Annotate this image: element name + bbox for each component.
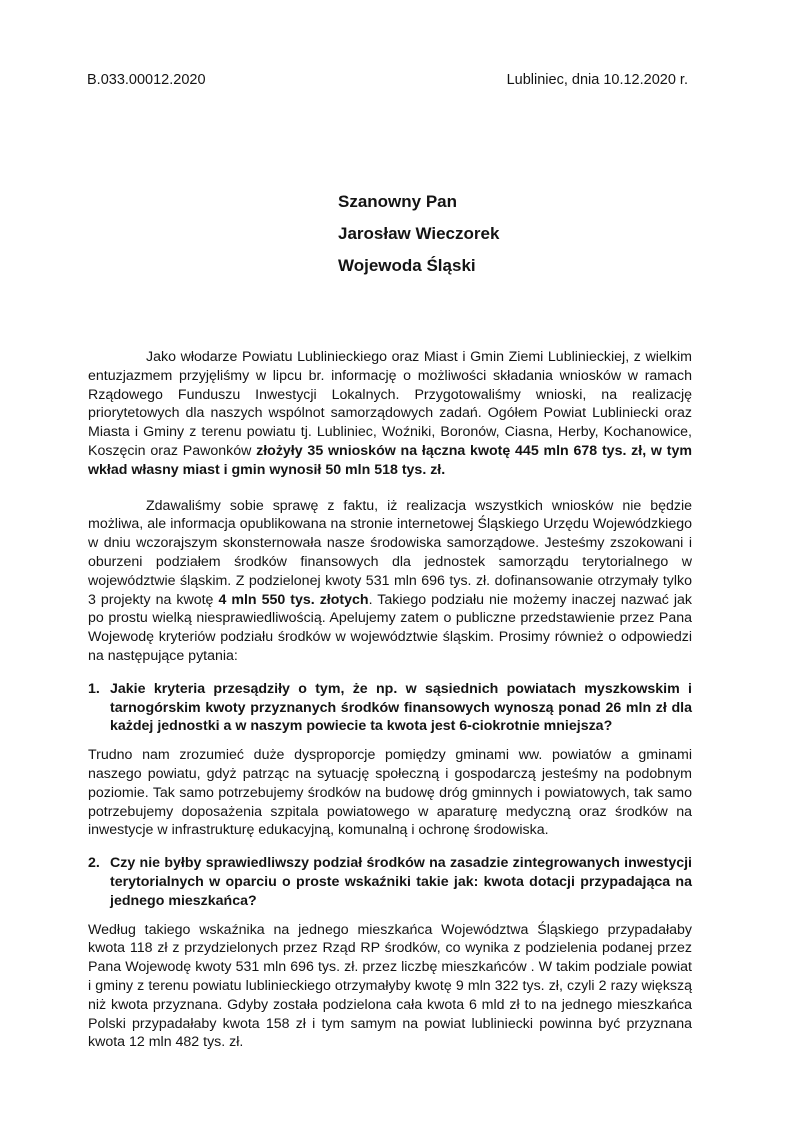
question-2-text: Czy nie byłby sprawiedliwszy podział środków na zasadzie zintegrowanych inwestycji terytorialnych w oparciu o proste wskaźniki takie jak: kwota dotacji przypadająca na jednego mieszkańca?	[110, 855, 692, 909]
addressee-name: Jarosław Wieczorek	[338, 224, 500, 243]
paragraph-1-text: Jako włodarze Powiatu Lublinieckiego oraz Miast i Gmin Ziemi Lublinieckiej, z wielkim entuzjazmem przyjęliśmy w lipcu br. informację o możliwości składania wniosków w ramach Rządowego Funduszu Inwestycji Lokalnych. Przygotowaliśmy wnioski, na realizację priorytetowych dla naszych wspólnot samorządowych zadań. Ogółem Powiat Lubliniecki oraz Miasta i Gminy z terenu powiatu tj. Lubliniec, Woźniki, Boronów, Ciasna, Herby, Kochanowice, Koszęcin oraz Pawonków	[88, 349, 692, 459]
paragraph-2	[88, 497, 692, 666]
paragraph-3: Trudno nam zrozumieć duże dysproporcje pomiędzy gminami ww. powiatów a gminami naszego powiatu, gdyż patrząc na sytuację społeczną i gospodarczą jesteśmy na podobnym poziomie. Tak samo potrzebujemy środków na budowę dróg gminnych i powiatowych, tak samo potrzebujemy doposażenia szpitala powiatowego w aparaturę medyczną oraz środków na inwestycje w infrastrukturę edukacyjną, komunalną i ochronę środowiska.	[88, 747, 692, 839]
question-1-number: 1.	[88, 680, 100, 697]
question-2-number: 2.	[88, 855, 100, 872]
addressee-salutation: Szanowny Pan	[338, 192, 458, 211]
place-and-date: Lubliniec, dnia 10.12.2020 r.	[506, 72, 688, 88]
question-2	[88, 854, 692, 910]
paragraph-4: Według takiego wskaźnika na jednego mieszkańca Województwa Śląskiego przypadałaby kwota 118 zł z przydzielonych przez Rząd RP środków, co wynika z podzielenia podanej przez Pana Wojewodę kwoty 531 mln 696 tys. zł. przez liczbę mieszkańców . W takim podziale powiat i gminy z terenu powiatu lublinieckiego otrzymałyby kwotę 9 mln 322 tys. zł, czyli 2 razy większą niż kwota przyznana. Gdyby została podzielona cała kwota 6 mld zł to na jednego mieszkańca Polski przypadałaby kwota 158 zł i tym samym na powiat lubliniecki powinna być przyznana kwota 12 mln 482 tys. zł.	[88, 921, 692, 1051]
letter-body	[88, 348, 692, 1069]
paragraph-1-bold: złożyły 35 wniosków na łączna kwotę 445 mln 678 tys. zł, w tym wkład własny miast i gmin wynosił 50 mln 518 tys. zł.	[88, 442, 692, 478]
document-reference: B.033.00012.2020	[87, 72, 206, 88]
paragraph-2-text-b: . Takiego podziału nie możemy inaczej nazwać jak po prostu wielką niesprawiedliwością. Apelujemy zatem o publiczne przedstawienie przez Pana Wojewodę kryteriów podziału środków w województwie śląskim. Prosimy również o odpowiedzi na następujące pytania:	[88, 591, 692, 664]
question-1	[88, 680, 692, 736]
addressee-block	[338, 192, 499, 288]
paragraph-1	[88, 348, 692, 480]
question-1-text: Jakie kryteria przesądziły o tym, że np. w sąsiednich powiatach myszkowskim i tarnogórskim kwoty przyznanych środków finansowych wynoszą ponad 26 mln zł dla każdej jednostki a w naszym powiecie ta kwota jest 6-ciokrotnie mniejsza?	[110, 680, 692, 735]
paragraph-2-text-a: Zdawaliśmy sobie sprawę z faktu, iż realizacja wszystkich wniosków nie będzie możliwa, ale informacja opublikowana na stronie internetowej Śląskiego Urzędu Wojewódzkiego w dniu wczorajszym skonsternowała nasze środowiska samorządowe. Jesteśmy zszokowani i oburzeni podziałem środków finansowych dla jednostek samorządu terytorialnego w województwie śląskim. Z podzielonej kwoty 531 mln 696 tys. zł. dofinansowanie otrzymały tylko 3 projekty na kwotę	[88, 497, 692, 608]
paragraph-2-bold: 4 mln 550 tys. złotych	[218, 591, 369, 608]
addressee-title: Wojewoda Śląski	[338, 256, 476, 275]
